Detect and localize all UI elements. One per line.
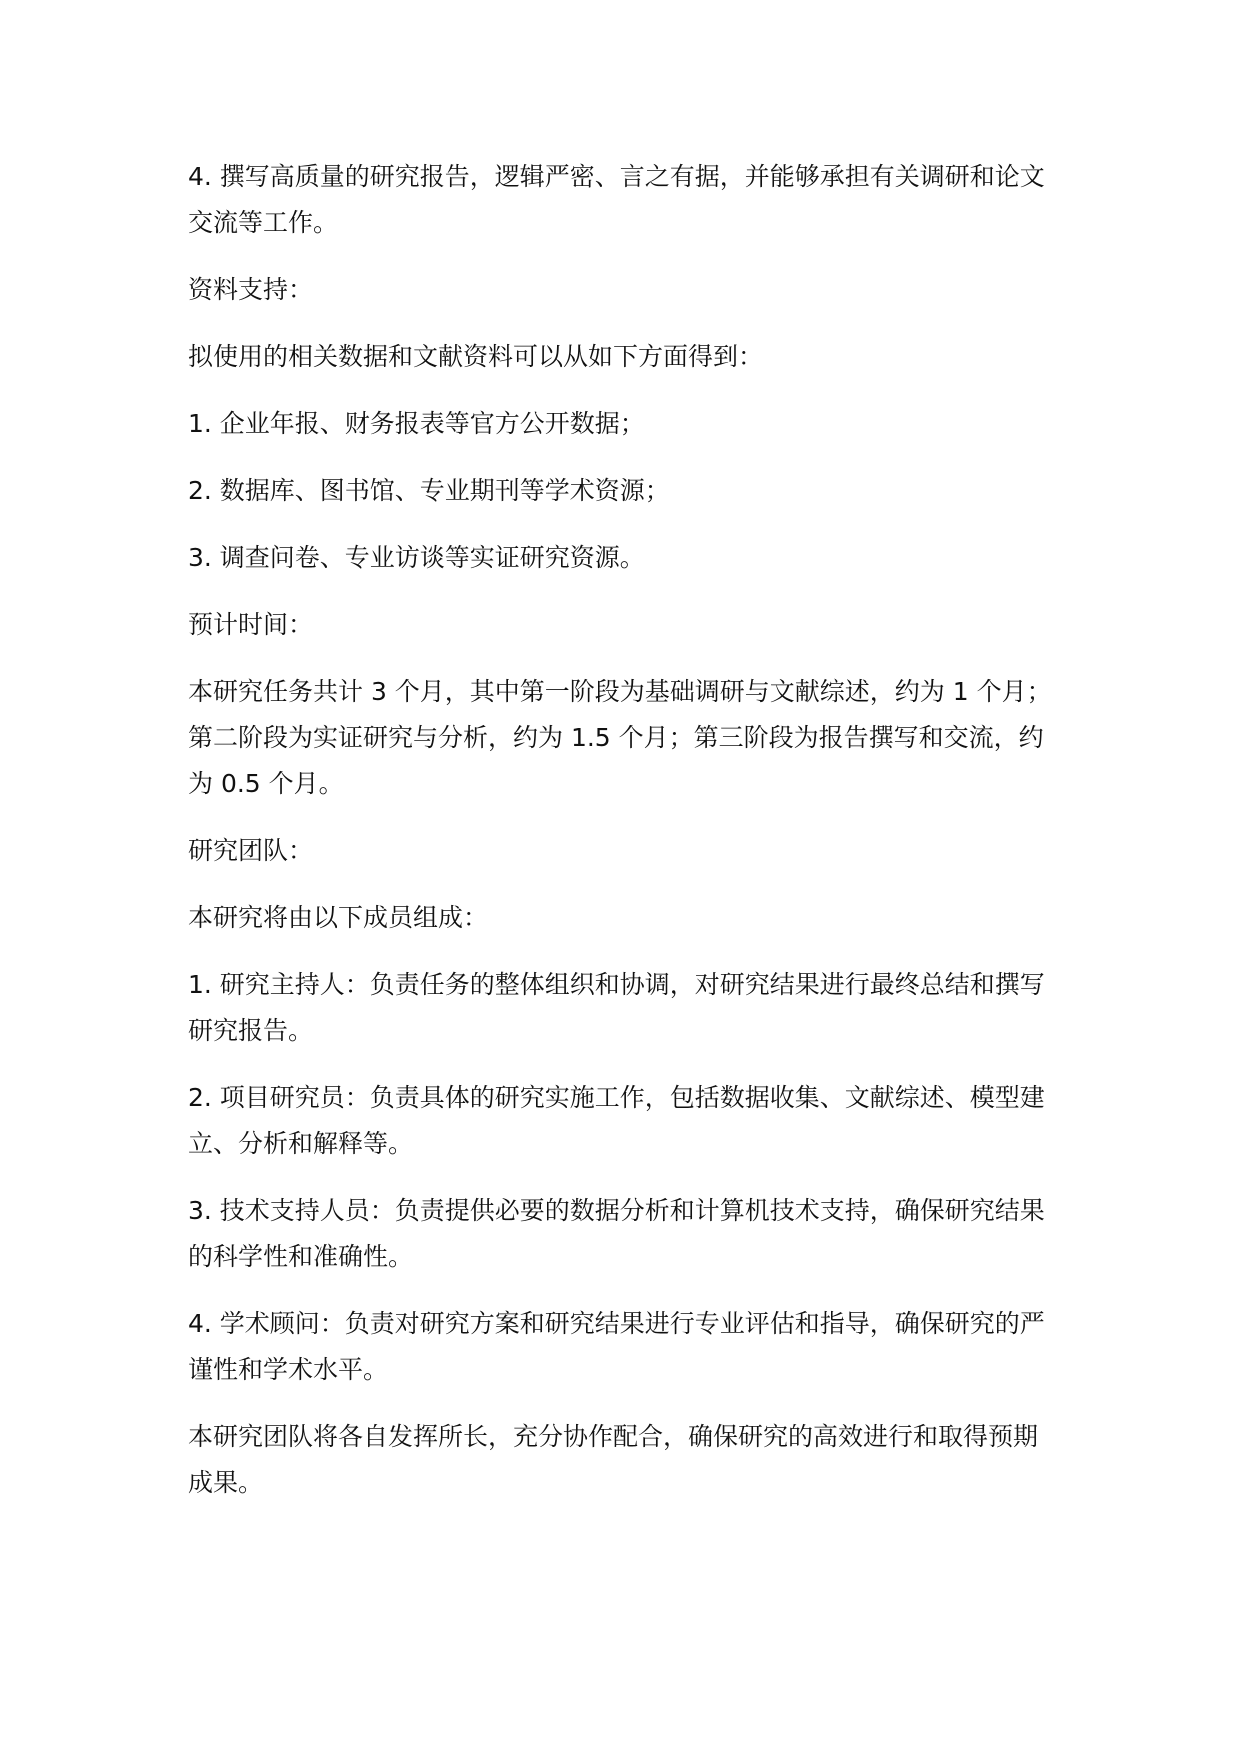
list-item-source-1: 1. 企业年报、财务报表等官方公开数据；	[188, 409, 645, 438]
document-body	[188, 154, 1058, 1527]
list-item-team-2: 2. 项目研究员：负责具体的研究实施工作，包括数据收集、文献综述、模型建立、分析和解释等。	[188, 1083, 1045, 1158]
paragraph-schedule: 本研究任务共计 3 个月，其中第一阶段为基础调研与文献综述，约为 1 个月；第二阶段为实证研究与分析，约为 1.5 个月；第三阶段为报告撰写和交流，约为 0.5 个月。	[188, 677, 1052, 798]
heading-schedule: 预计时间：	[188, 610, 314, 639]
list-item-source-3: 3. 调查问卷、专业访谈等实证研究资源。	[188, 543, 645, 572]
list-item-team-4: 4. 学术顾问：负责对研究方案和研究结果进行专业评估和指导，确保研究的严谨性和学术水平。	[188, 1309, 1045, 1384]
list-item-team-1: 1. 研究主持人：负责任务的整体组织和协调，对研究结果进行最终总结和撰写研究报告。	[188, 970, 1045, 1045]
paragraph-team-summary: 本研究团队将各自发挥所长，充分协作配合，确保研究的高效进行和取得预期成果。	[188, 1422, 1039, 1497]
paragraph-data-sources-intro: 拟使用的相关数据和文献资料可以从如下方面得到：	[188, 342, 764, 371]
list-item-team-3: 3. 技术支持人员：负责提供必要的数据分析和计算机技术支持，确保研究结果的科学性和准确性。	[188, 1196, 1045, 1271]
heading-data-support: 资料支持：	[188, 275, 314, 304]
list-item-source-2: 2. 数据库、图书馆、专业期刊等学术资源；	[188, 476, 670, 505]
heading-research-team: 研究团队：	[188, 836, 314, 865]
paragraph-team-intro: 本研究将由以下成员组成：	[188, 903, 489, 932]
paragraph-report-writing: 4. 撰写高质量的研究报告，逻辑严密、言之有据，并能够承担有关调研和论文交流等工作。	[188, 162, 1045, 237]
